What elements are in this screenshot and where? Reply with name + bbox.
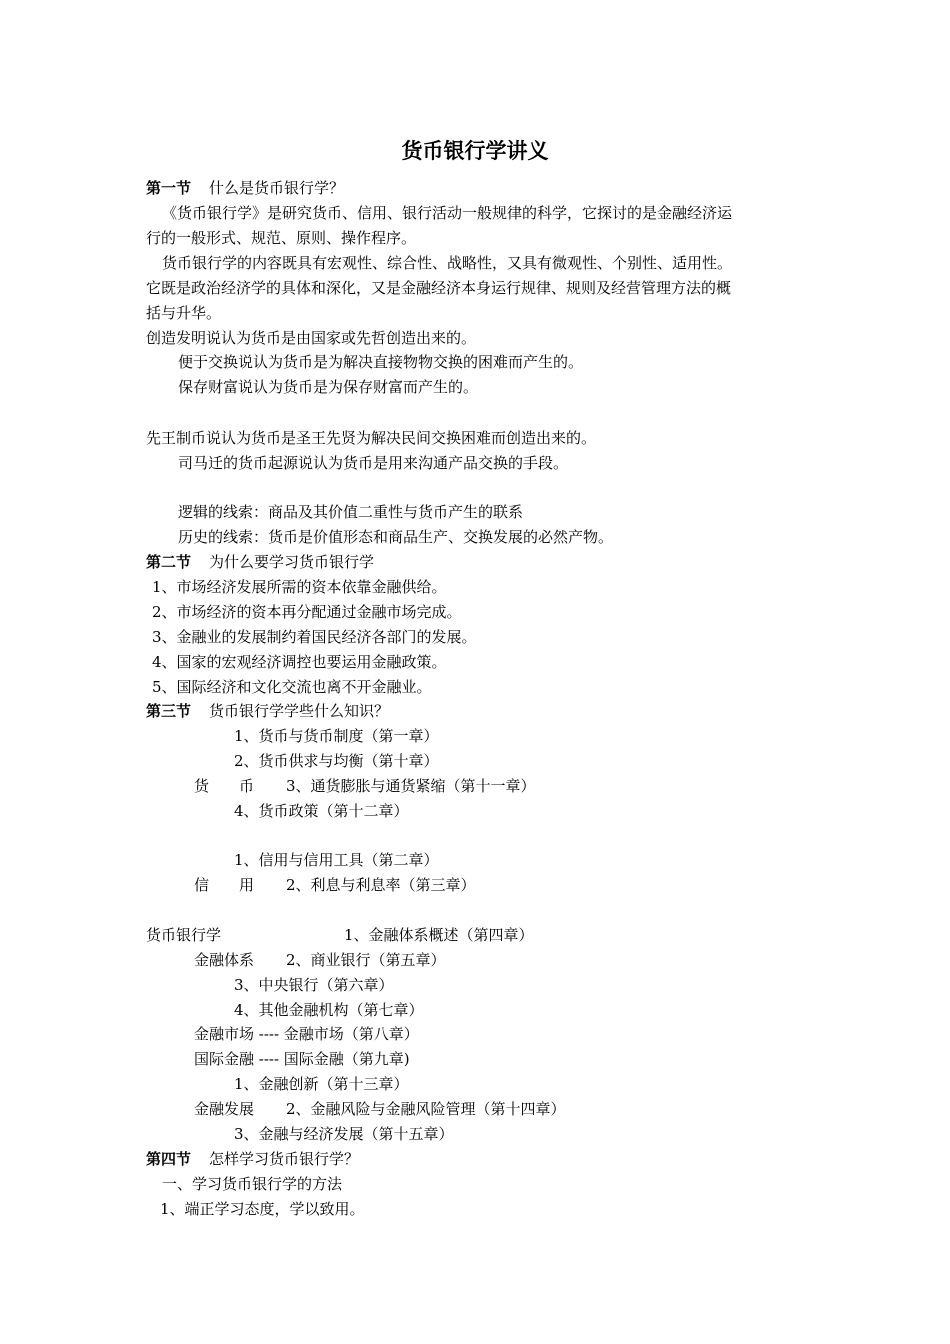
clue-line: 历史的线索：货币是价值形态和商品生产、交换发展的必然产物。 [178, 528, 614, 546]
paragraph-2-line-2: 它既是政治经济学的具体和深化，又是金融经济本身运行规律、规则及经营管理方法的概 [146, 279, 732, 297]
theory-line: 保存财富说认为货币是为保存财富而产生的。 [178, 378, 479, 396]
outline-item: 1、信用与信用工具（第二章） [234, 851, 439, 869]
section-2-heading: 第二节 [146, 553, 192, 571]
outline-group-label: 金融体系 [194, 951, 255, 969]
section-1-title: 什么是货币银行学？ [209, 179, 345, 197]
section-3-heading: 第三节 [146, 702, 192, 720]
paragraph-1-line-2: 行的一般形式、规范、原则、操作程序。 [146, 229, 417, 247]
outline-item: 2、货币供求与均衡（第十章） [234, 752, 439, 770]
list-item: 3、金融业的发展制约着国民经济各部门的发展。 [152, 628, 477, 646]
outline-item: 3、中央银行（第六章） [234, 976, 394, 994]
section-3-title: 货币银行学学些什么知识？ [209, 702, 390, 720]
method-heading: 一、学习货币银行学的方法 [162, 1175, 343, 1193]
list-item: 4、国家的宏观经济调控也要运用金融政策。 [152, 653, 447, 671]
section-2-title: 为什么要学习货币银行学 [209, 553, 375, 571]
paragraph-1-line-1: 《货币银行学》是研究货币、信用、银行活动一般规律的科学，它探讨的是金融经济运 [162, 204, 733, 222]
theory-line: 便于交换说认为货币是为解决直接物物交换的困难而产生的。 [178, 353, 584, 371]
outline-root-label: 货币银行学 [146, 926, 222, 944]
outline-group-label: 货 币 [194, 777, 255, 795]
document-title: 货币银行学讲义 [401, 139, 549, 163]
outline-item: 2、金融风险与金融风险管理（第十四章） [286, 1100, 566, 1118]
theory-line: 创造发明说认为货币是由国家或先哲创造出来的。 [146, 329, 477, 347]
list-item: 5、国际经济和文化交流也离不开金融业。 [152, 678, 432, 696]
outline-item: 3、金融与经济发展（第十五章） [234, 1125, 454, 1143]
outline-group-item: 国际金融 ---- 国际金融（第九章) [194, 1050, 410, 1068]
outline-item: 3、通货膨胀与通货紧缩（第十一章） [286, 777, 536, 795]
outline-group-label: 信 用 [194, 876, 255, 894]
section-1-line [146, 176, 344, 201]
section-4-line [146, 1147, 359, 1172]
list-item: 1、市场经济发展所需的资本依靠金融供给。 [152, 578, 447, 596]
theory-line: 司马迁的货币起源说认为货币是用来沟通产品交换的手段。 [178, 454, 569, 472]
section-1-heading: 第一节 [146, 179, 192, 197]
outline-item: 4、其他金融机构（第七章） [234, 1001, 424, 1019]
outline-group-label: 金融发展 [194, 1100, 255, 1118]
clue-line: 逻辑的线索：商品及其价值二重性与货币产生的联系 [178, 503, 524, 521]
section-4-heading: 第四节 [146, 1150, 192, 1168]
theory-line: 先王制币说认为货币是圣王先贤为解决民间交换困难而创造出来的。 [146, 429, 597, 447]
section-2-line [146, 550, 374, 575]
outline-item: 2、商业银行（第五章） [286, 951, 446, 969]
method-item: 1、端正学习态度，学以致用。 [160, 1200, 365, 1218]
outline-item: 2、利息与利息率（第三章） [286, 876, 476, 894]
outline-item: 4、货币政策（第十二章） [234, 802, 409, 820]
list-item: 2、市场经济的资本再分配通过金融市场完成。 [152, 603, 462, 621]
section-3-line [146, 699, 389, 724]
paragraph-2-line-1: 货币银行学的内容既具有宏观性、综合性、战略性，又具有微观性、个别性、适用性。 [162, 254, 733, 272]
outline-item: 1、货币与货币制度（第一章） [234, 727, 439, 745]
paragraph-2-line-3: 括与升华。 [146, 304, 222, 322]
outline-item: 1、金融体系概述（第四章） [344, 926, 534, 944]
outline-item: 1、金融创新（第十三章） [234, 1075, 409, 1093]
section-4-title: 怎样学习货币银行学？ [209, 1150, 360, 1168]
outline-group-item: 金融市场 ---- 金融市场（第八章） [194, 1025, 419, 1043]
